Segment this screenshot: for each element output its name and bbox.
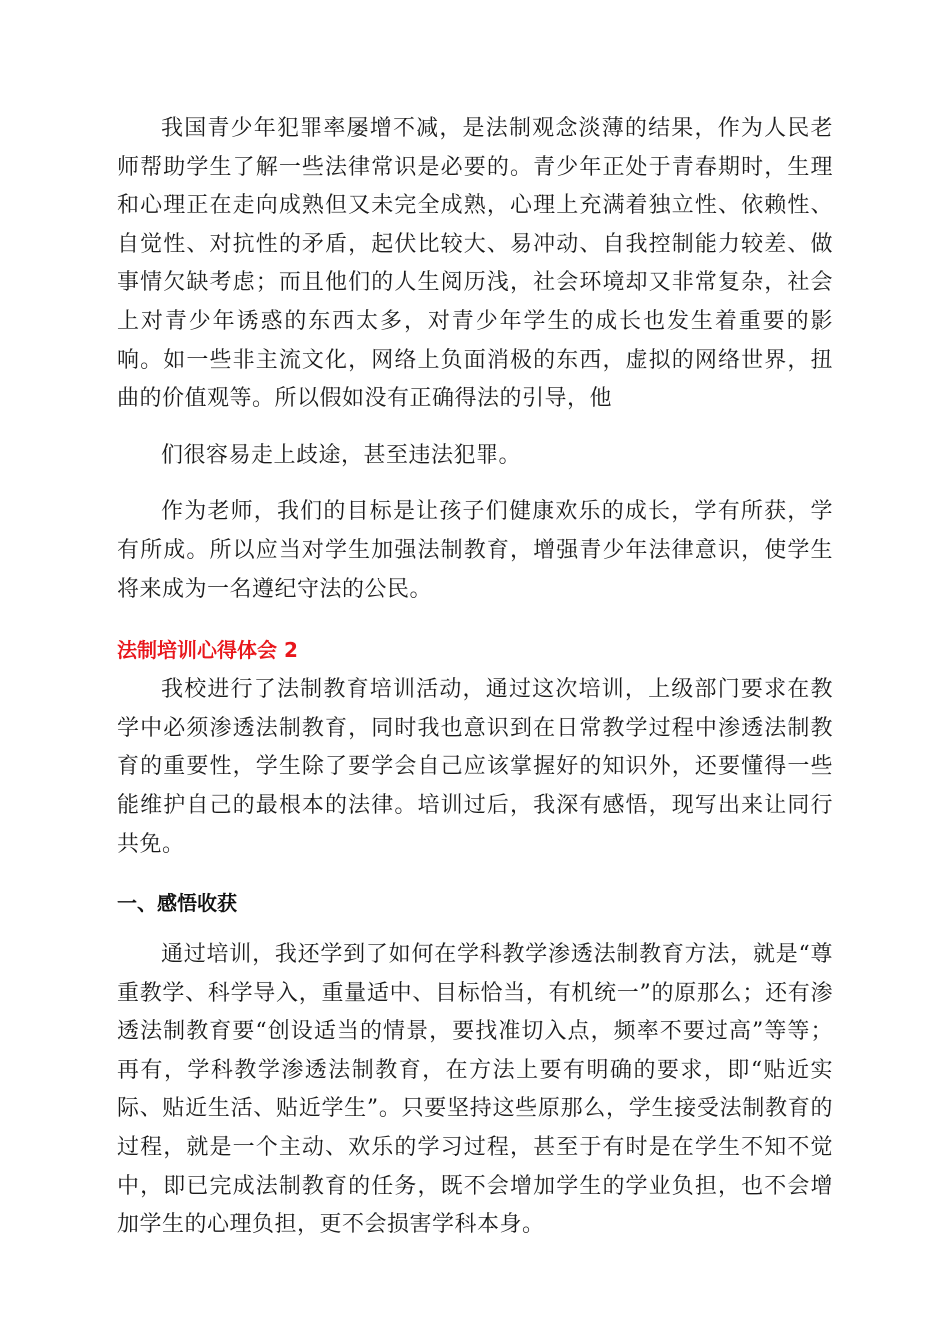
paragraph-5: 通过培训，我还学到了如何在学科教学渗透法制教育方法，就是“尊重教学、科学导入，重量适中、目标恰当，有机统一”的原那么；还有渗透法制教育要“创设适当的情景，要找准切入点，频率不要过高”等等；再有，学科教学渗透法制教育，在方法上要有明确的要求，即“贴近实际、贴近生活、贴近学生”。只要坚持这些原那么，学生接受法制教育的过程，就是一个主动、欢乐的学习过程，甚至于有时是在学生不知不觉中，即已完成法制教育的任务，既不会增加学生的学业负担，也不会增加学生的心理负担，更不会损害学科本身。 [117,942,833,1238]
document-page [117,110,833,1245]
paragraph-1: 我国青少年犯罪率屡增不减，是法制观念淡薄的结果，作为人民老师帮助学生了解一些法律常识是必要的。青少年正处于青春期时，生理和心理正在走向成熟但又未完全成熟，心理上充满着独立性、依赖性、自觉性、对抗性的矛盾，起伏比较大、易冲动、自我控制能力较差、做事情欠缺考虑；而且他们的人生阅历浅，社会环境却又非常复杂，社会上对青少年诱惑的东西太多，对青少年学生的成长也发生着重要的影响。如一些非主流文化，网络上负面消极的东西，虚拟的网络世界，扭曲的价值观等。所以假如没有正确得法的引导，他 [117,116,833,412]
section-title: 法制培训心得体会 2 [117,638,298,663]
paragraph-2: 们很容易走上歧途，甚至违法犯罪。 [161,442,522,468]
subsection-title: 一、感悟收获 [117,891,237,916]
paragraph-4: 我校进行了法制教育培训活动，通过这次培训，上级部门要求在教学中必须渗透法制教育，同时我也意识到在日常教学过程中渗透法制教育的重要性，学生除了要学会自己应该掌握好的知识外，还要懂得一些能维护自己的最根本的法律。培训过后，我深有感悟，现写出来让同行共免。 [117,677,833,857]
paragraph-3: 作为老师，我们的目标是让孩子们健康欢乐的成长，学有所获，学有所成。所以应当对学生加强法制教育，增强青少年法律意识，使学生将来成为一名遵纪守法的公民。 [117,499,833,602]
